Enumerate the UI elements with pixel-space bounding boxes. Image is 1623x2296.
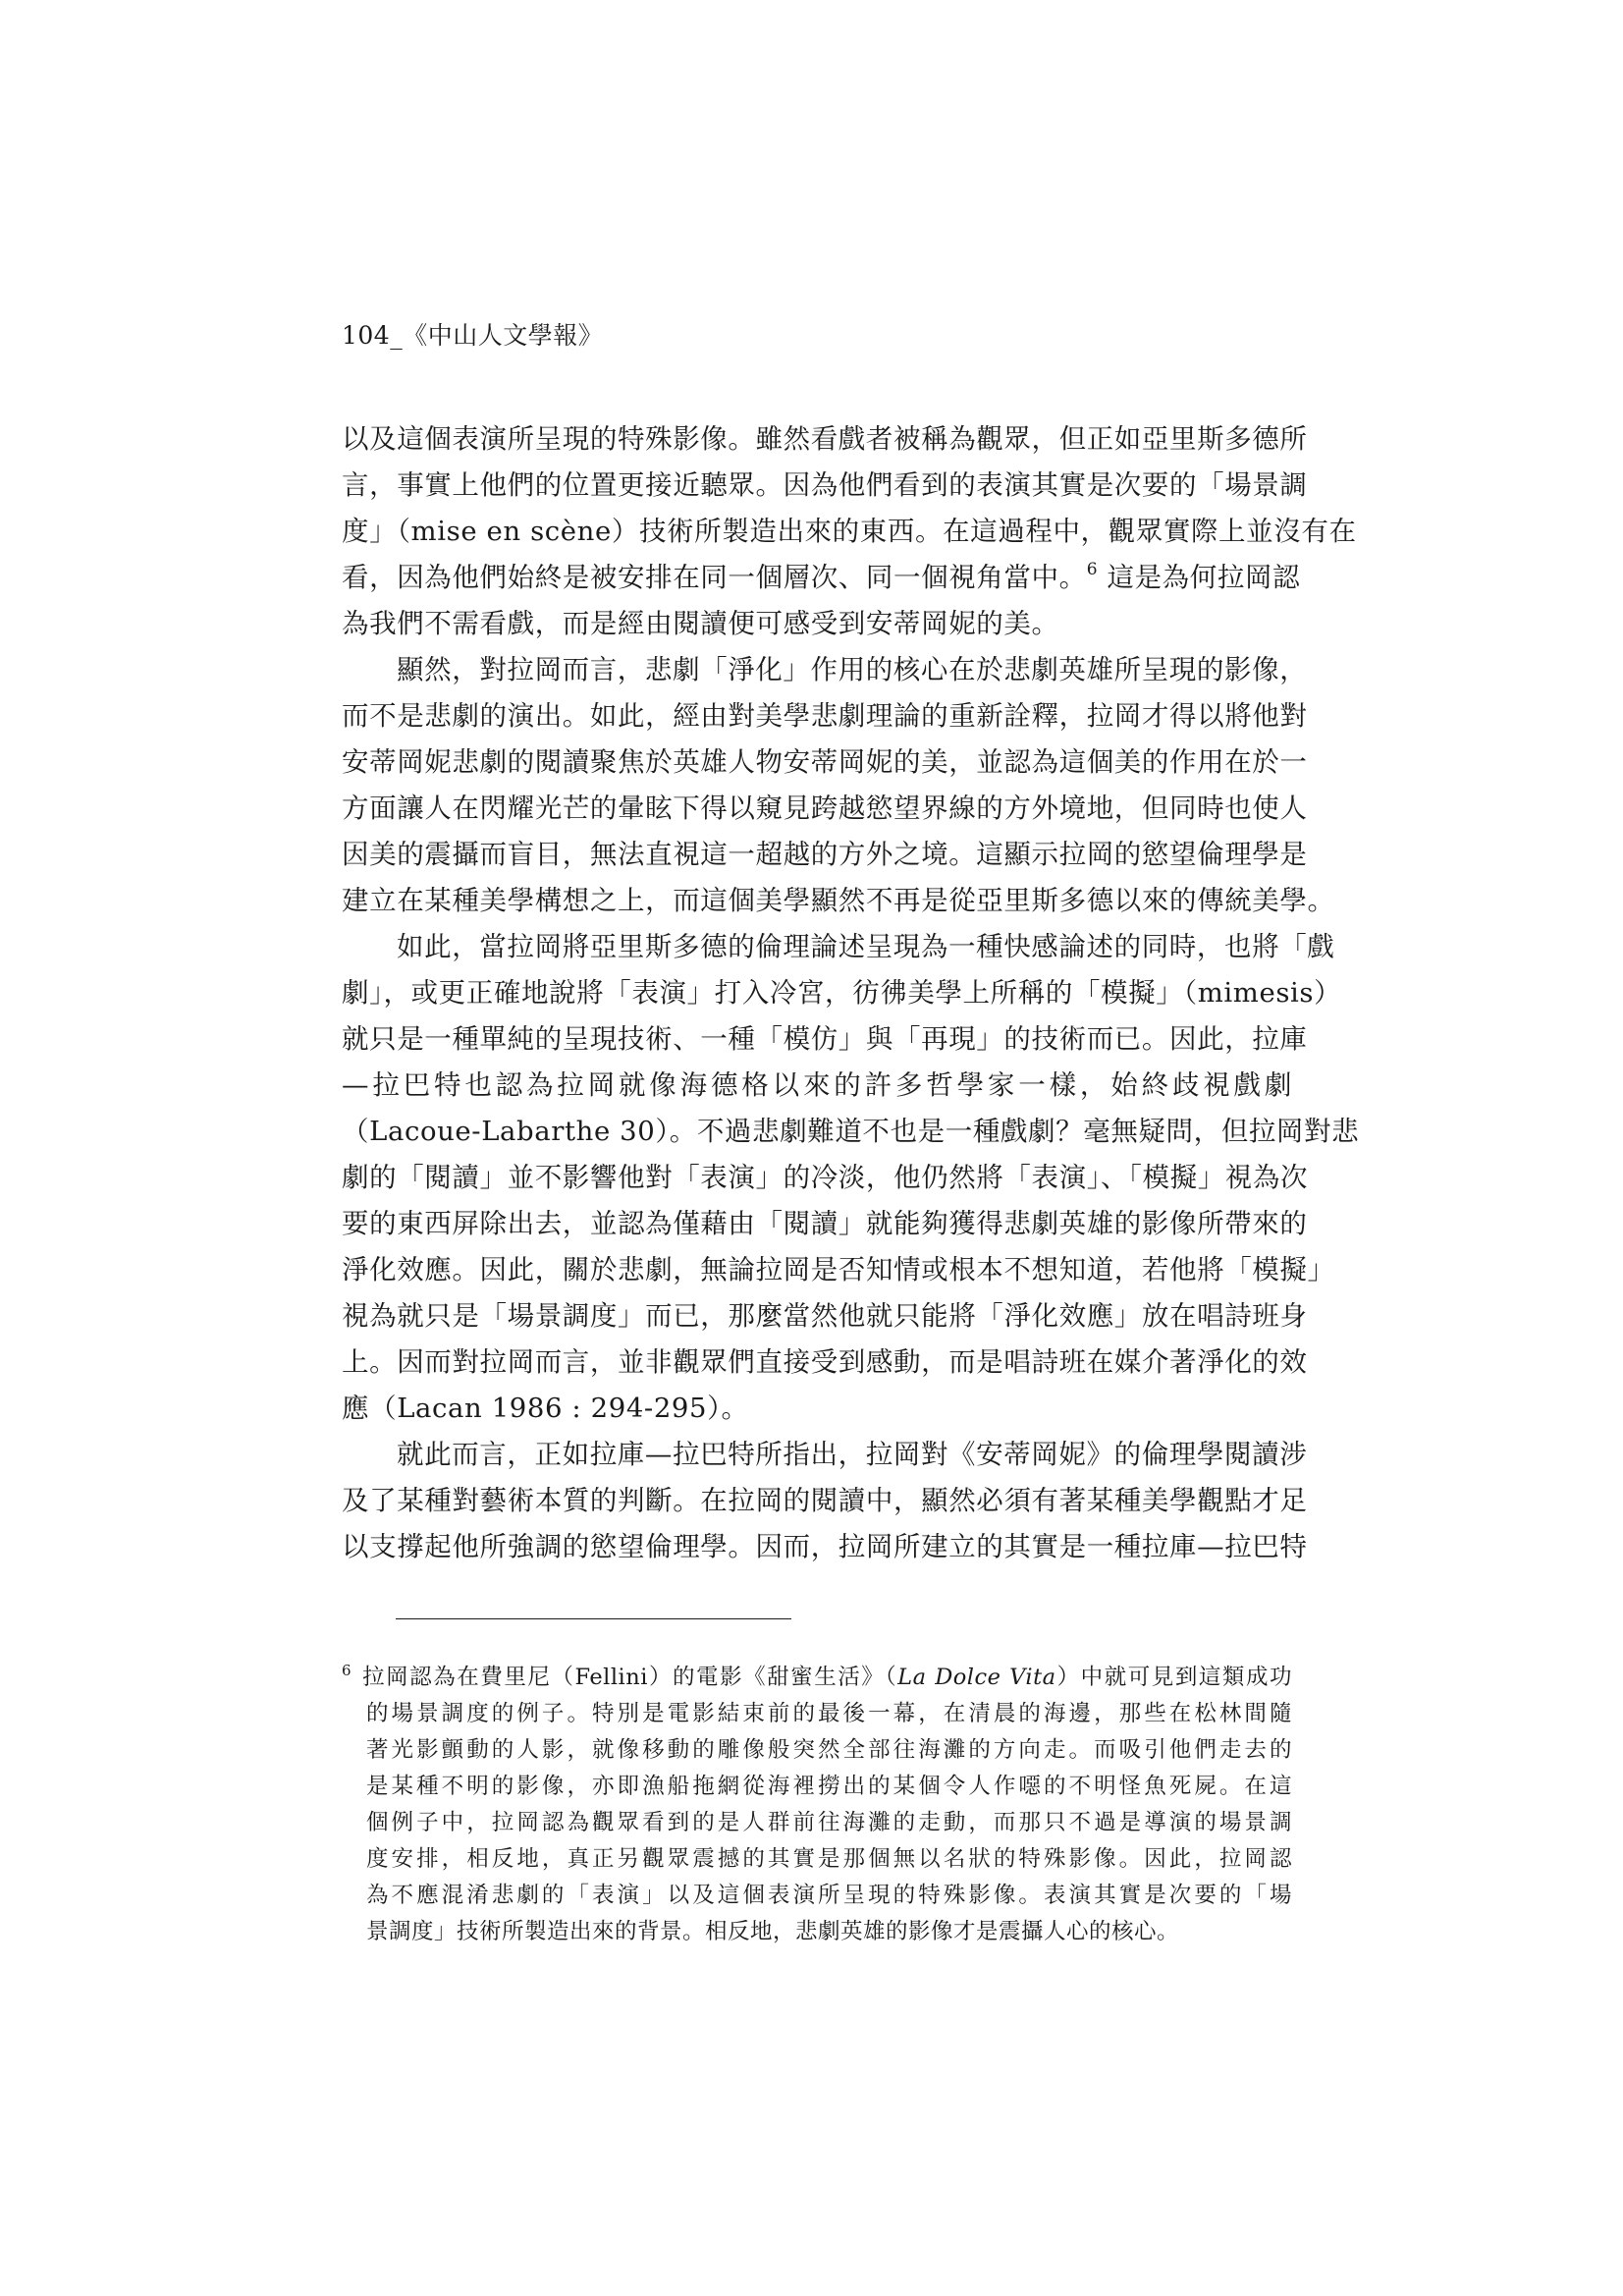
body-line: 劇」，或更正確地說將「表演」打入冷宮，彷彿美學上所稱的「模擬」（mimesis） (342, 977, 1342, 1009)
body-line: 安蒂岡妮悲劇的閱讀聚焦於英雄人物安蒂岡妮的美，並認為這個美的作用在於一 (342, 746, 1308, 778)
body-line: 方面讓人在閃耀光芒的暈眩下得以窺見跨越慾望界線的方外境地，但同時也使人 (342, 793, 1308, 824)
footnote-text-segment: ）中就可見到這類成功 (1055, 1665, 1292, 1690)
footnote-line: 著光影顫動的人影，就像移動的雕像般突然全部往海灘的方向走。而吸引他們走去的 (366, 1737, 1292, 1763)
body-line: 以支撐起他所強調的慾望倫理學。因而，拉岡所建立的其實是一種拉庫—拉巴特 (342, 1531, 1308, 1562)
body-line: 因美的震攝而盲目，無法直視這一超越的方外之境。這顯示拉岡的慾望倫理學是 (342, 839, 1308, 870)
body-line: 應（Lacan 1986 : 294-295）。 (342, 1393, 749, 1424)
footnote-line: 為不應混淆悲劇的「表演」以及這個表演所呈現的特殊影像。表演其實是次要的「場 (366, 1883, 1292, 1908)
footnote-number: 6 (342, 1662, 352, 1679)
footnote-rule (396, 1618, 791, 1619)
body-line: 如此，當拉岡將亞里斯多德的倫理論述呈現為一種快感論述的同時，也將「戲 (397, 931, 1335, 962)
body-line: （Lacoue-Labarthe 30）。不過悲劇難道不也是一種戲劇？毫無疑問，但拉岡對悲 (342, 1116, 1360, 1147)
footnote-line: 景調度」技術所製造出來的背景。相反地，悲劇英雄的影像才是震攝人心的核心。 (366, 1919, 1180, 1944)
body-text (342, 416, 1360, 1570)
body-line-text: 看，因為他們始終是被安排在同一個層次、同一個視角當中。 (342, 562, 1087, 593)
body-line: 及了某種對藝術本質的判斷。在拉岡的閱讀中，顯然必須有著某種美學觀點才足 (342, 1485, 1308, 1516)
body-line: 建立在某種美學構想之上，而這個美學顯然不再是從亞里斯多德以來的傳統美學。 (342, 885, 1335, 916)
body-line: 以及這個表演所呈現的特殊影像。雖然看戲者被稱為觀眾，但正如亞里斯多德所 (342, 423, 1308, 455)
body-line: —拉巴特也認為拉岡就像海德格以來的許多哲學家一樣，始終歧視戲劇 (342, 1069, 1292, 1101)
body-line: 言，事實上他們的位置更接近聽眾。因為他們看到的表演其實是次要的「場景調 (342, 469, 1308, 501)
body-line: 就只是一種單純的呈現技術、一種「模仿」與「再現」的技術而已。因此，拉庫 (342, 1023, 1308, 1055)
body-line: 淨化效應。因此，關於悲劇，無論拉岡是否知情或根本不想知道，若他將「模擬」 (342, 1254, 1335, 1285)
running-head: 104_《中山人文學報》 (342, 321, 604, 350)
footnote-text-segment: 拉岡認為在費里尼（Fellini）的電影《甜蜜生活》（ (361, 1665, 898, 1690)
footnotes (342, 1660, 1292, 1950)
body-line: 就此而言，正如拉庫—拉巴特所指出，拉岡對《安蒂岡妮》的倫理學閱讀涉 (397, 1439, 1308, 1470)
body-line-text: 這是為何拉岡認 (1098, 562, 1301, 593)
footnote-first-line (342, 1660, 1292, 1696)
footnote-line: 個例子中，拉岡認為觀眾看到的是人群前往海灘的走動，而那只不過是導演的場景調 (366, 1810, 1292, 1835)
body-line: 劇的「閱讀」並不影響他對「表演」的冷淡，他仍然將「表演」、「模擬」視為次 (342, 1162, 1309, 1193)
film-title-italic: La Dolce Vita (897, 1665, 1056, 1690)
body-line: 視為就只是「場景調度」而已，那麼當然他就只能將「淨化效應」放在唱詩班身 (342, 1300, 1308, 1332)
body-line: 度」（mise en scène）技術所製造出來的東西。在這過程中，觀眾實際上並沒有在 (342, 516, 1357, 547)
footnote-line: 的場景調度的例子。特別是電影結束前的最後一幕，在清晨的海邊，那些在松林間隨 (366, 1701, 1292, 1726)
body-line: 而不是悲劇的演出。如此，經由對美學悲劇理論的重新詮釋，拉岡才得以將他對 (342, 700, 1308, 732)
footnote-reference[interactable]: 6 (1086, 560, 1099, 579)
body-line: 要的東西屏除出去，並認為僅藉由「閱讀」就能夠獲得悲劇英雄的影像所帶來的 (342, 1208, 1308, 1239)
body-line: 上。因而對拉岡而言，並非觀眾們直接受到感動，而是唱詩班在媒介著淨化的效 (342, 1346, 1308, 1378)
body-line: 為我們不需看戲，而是經由閱讀便可感受到安蒂岡妮的美。 (342, 608, 1059, 639)
footnote-line: 是某種不明的影像，亦即漁船拖網從海裡撈出的某個令人作噁的不明怪魚死屍。在這 (366, 1774, 1292, 1799)
footnote-line: 度安排，相反地，真正另觀眾震撼的其實是那個無以名狀的特殊影像。因此，拉岡認 (366, 1846, 1292, 1872)
body-line (342, 555, 1301, 601)
body-line: 顯然，對拉岡而言，悲劇「淨化」作用的核心在於悲劇英雄所呈現的影像， (397, 654, 1308, 685)
